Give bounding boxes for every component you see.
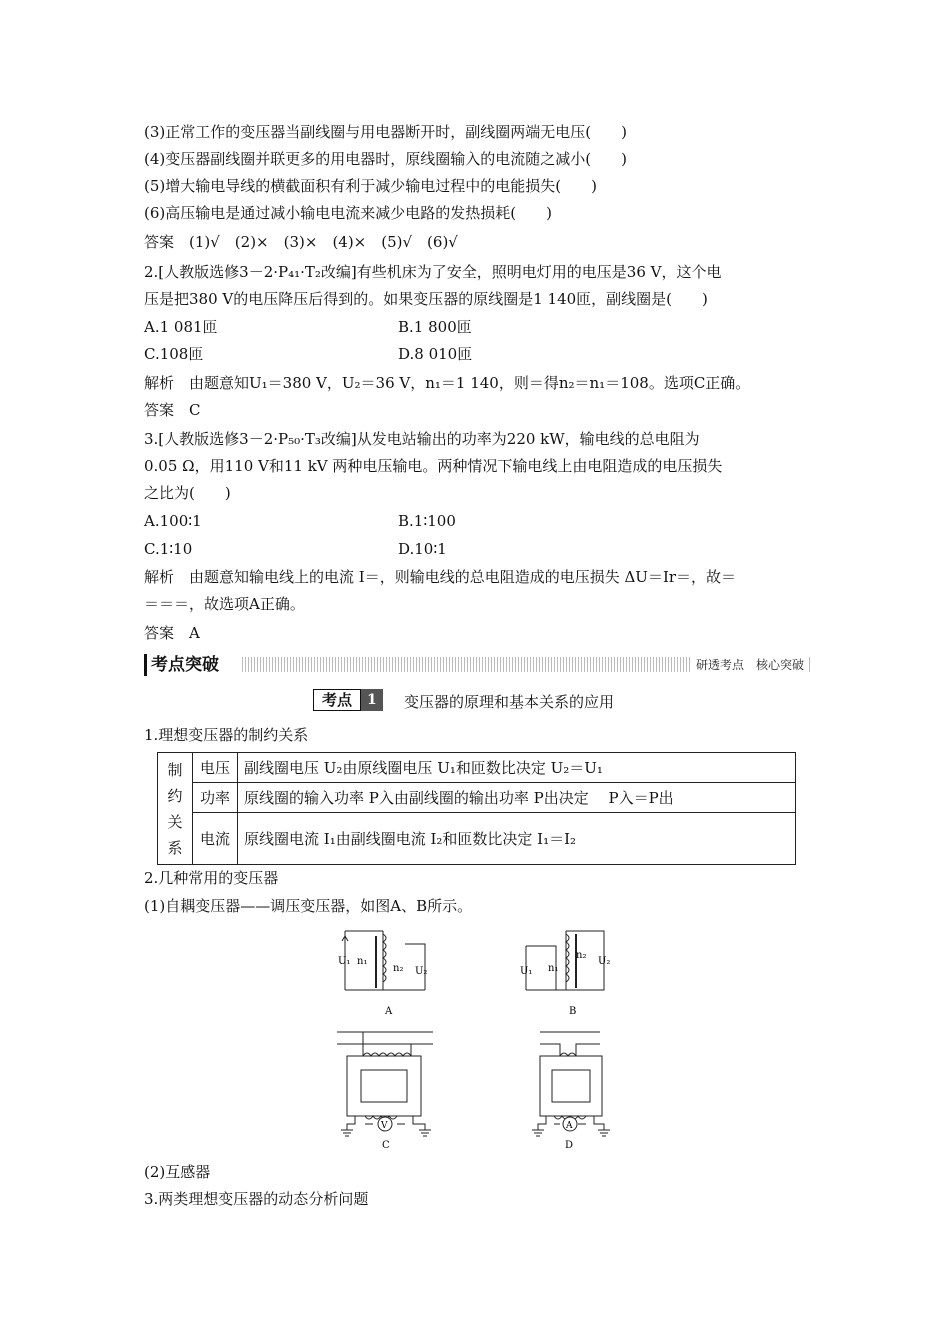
row-header-char: 系 — [167, 838, 183, 857]
label-u2: U₂ — [598, 956, 611, 967]
section3-heading: 3.两类理想变压器的动态分析问题 — [144, 1190, 369, 1208]
problem3-option-d: D.10∶1 — [398, 540, 447, 558]
problem2-stem-1: 2.[人教版选修3－2·P₄₁·T₂改编]有些机床为了安全，照明电灯用的电压是36 V，这个电 — [144, 263, 722, 281]
problem2-option-d: D.8 010匝 — [398, 345, 473, 363]
problem3-analysis-1: 解析 由题意知输电线上的电流 I＝，则输电线的总电阻造成的电压损失 ΔU＝Ir＝，故＝ — [144, 568, 737, 586]
problem3-stem-2: 0.05 Ω，用110 V和11 kV 两种电压输电。两种情况下输电线上由电阻造成的电压损失 — [144, 457, 723, 475]
problem2-analysis: 解析 由题意知U₁＝380 V，U₂＝36 V，n₁＝1 140，则＝得n₂＝n₁＝108。选项C正确。 — [144, 374, 751, 392]
figure-label-c: C — [382, 1140, 390, 1151]
figure-b-autotransformer — [516, 926, 620, 1020]
figure-c-voltage-transformer — [333, 1026, 437, 1154]
banner-subtitle: 研透考点 核心突破 — [692, 655, 808, 675]
kaodian-title: 变压器的原理和基本关系的应用 — [404, 693, 615, 711]
table-key-current: 电流 — [193, 813, 238, 865]
question-3: (3)正常工作的变压器当副线圈与用电器断开时，副线圈两端无电压( ) — [144, 123, 627, 141]
section2-sub2: (2)互感器 — [144, 1163, 211, 1181]
problem3-answer: 答案 A — [144, 624, 200, 642]
label-n2: n₂ — [393, 963, 404, 974]
problem2-option-b: B.1 800匝 — [398, 318, 472, 336]
table-text-current: 原线圈电流 I₁由副线圈电流 I₂和匝数比决定 I₁＝I₂ — [238, 813, 796, 865]
section-banner — [144, 654, 812, 676]
table-key-voltage: 电压 — [193, 753, 238, 783]
problem2-stem-2: 压是把380 V的电压降压后得到的。如果变压器的原线圈是1 140匝，副线圈是( ) — [144, 290, 708, 308]
problem3-option-a: A.100∶1 — [144, 512, 202, 530]
figure-d-current-transformer — [516, 1026, 620, 1154]
figure-label-a: A — [385, 1006, 393, 1017]
problem3-option-b: B.1∶100 — [398, 512, 456, 530]
row-header-char: 关 — [167, 812, 183, 831]
kaodian-number: 1 — [361, 689, 383, 711]
table-text-power: 原线圈的输入功率 P入由副线圈的输出功率 P出决定 P入＝P出 — [238, 783, 796, 813]
problem2-answer: 答案 C — [144, 401, 201, 419]
question-6: (6)高压输电是通过减小输电电流来减少电路的发热损耗( ) — [144, 204, 552, 222]
figure-label-b: B — [569, 1006, 577, 1017]
problem3-stem-3: 之比为( ) — [144, 484, 231, 502]
section2-sub1: (1)自耦变压器——调压变压器，如图A、B所示。 — [144, 897, 473, 915]
figure-a-autotransformer — [333, 926, 437, 1020]
table-key-power: 功率 — [193, 783, 238, 813]
constraint-table — [157, 752, 796, 865]
table-text-voltage: 副线圈电压 U₂由原线圈电压 U₁和匝数比决定 U₂＝U₁ — [238, 753, 796, 783]
problem3-analysis-2: ＝＝＝，故选项A正确。 — [144, 595, 305, 613]
problem2-option-a: A.1 081匝 — [144, 318, 218, 336]
label-n2: n₂ — [576, 950, 587, 961]
kaodian-label: 考点 — [313, 689, 361, 711]
figure-label-d: D — [565, 1140, 574, 1151]
label-u1: U₁ — [520, 966, 533, 977]
banner-title: 考点突破 — [144, 654, 223, 676]
problem2-option-c: C.108匝 — [144, 345, 204, 363]
voltmeter-icon: V — [381, 1121, 388, 1131]
kaodian-badge — [313, 689, 383, 711]
section1-heading: 1.理想变压器的制约关系 — [144, 726, 309, 744]
table-row-header — [158, 753, 193, 865]
section2-heading: 2.几种常用的变压器 — [144, 869, 279, 887]
label-n1: n₁ — [357, 956, 368, 967]
ammeter-icon: A — [566, 1121, 573, 1131]
question-4: (4)变压器副线圈并联更多的用电器时，原线圈输入的电流随之减小( ) — [144, 150, 627, 168]
problem3-option-c: C.1∶10 — [144, 540, 193, 558]
label-u2: U₂ — [415, 966, 428, 977]
label-u1: U₁ — [338, 956, 351, 967]
row-header-char: 约 — [167, 786, 183, 805]
label-n1: n₁ — [548, 963, 559, 974]
answer-judgement: 答案 (1)√ (2)× (3)× (4)× (5)√ (6)√ — [144, 233, 458, 251]
question-5: (5)增大输电导线的横截面积有利于减少输电过程中的电能损失( ) — [144, 177, 597, 195]
row-header-char: 制 — [167, 760, 183, 779]
problem3-stem-1: 3.[人教版选修3－2·P₅₀·T₃改编]从发电站输出的功率为220 kW，输电线的总电阻为 — [144, 430, 700, 448]
